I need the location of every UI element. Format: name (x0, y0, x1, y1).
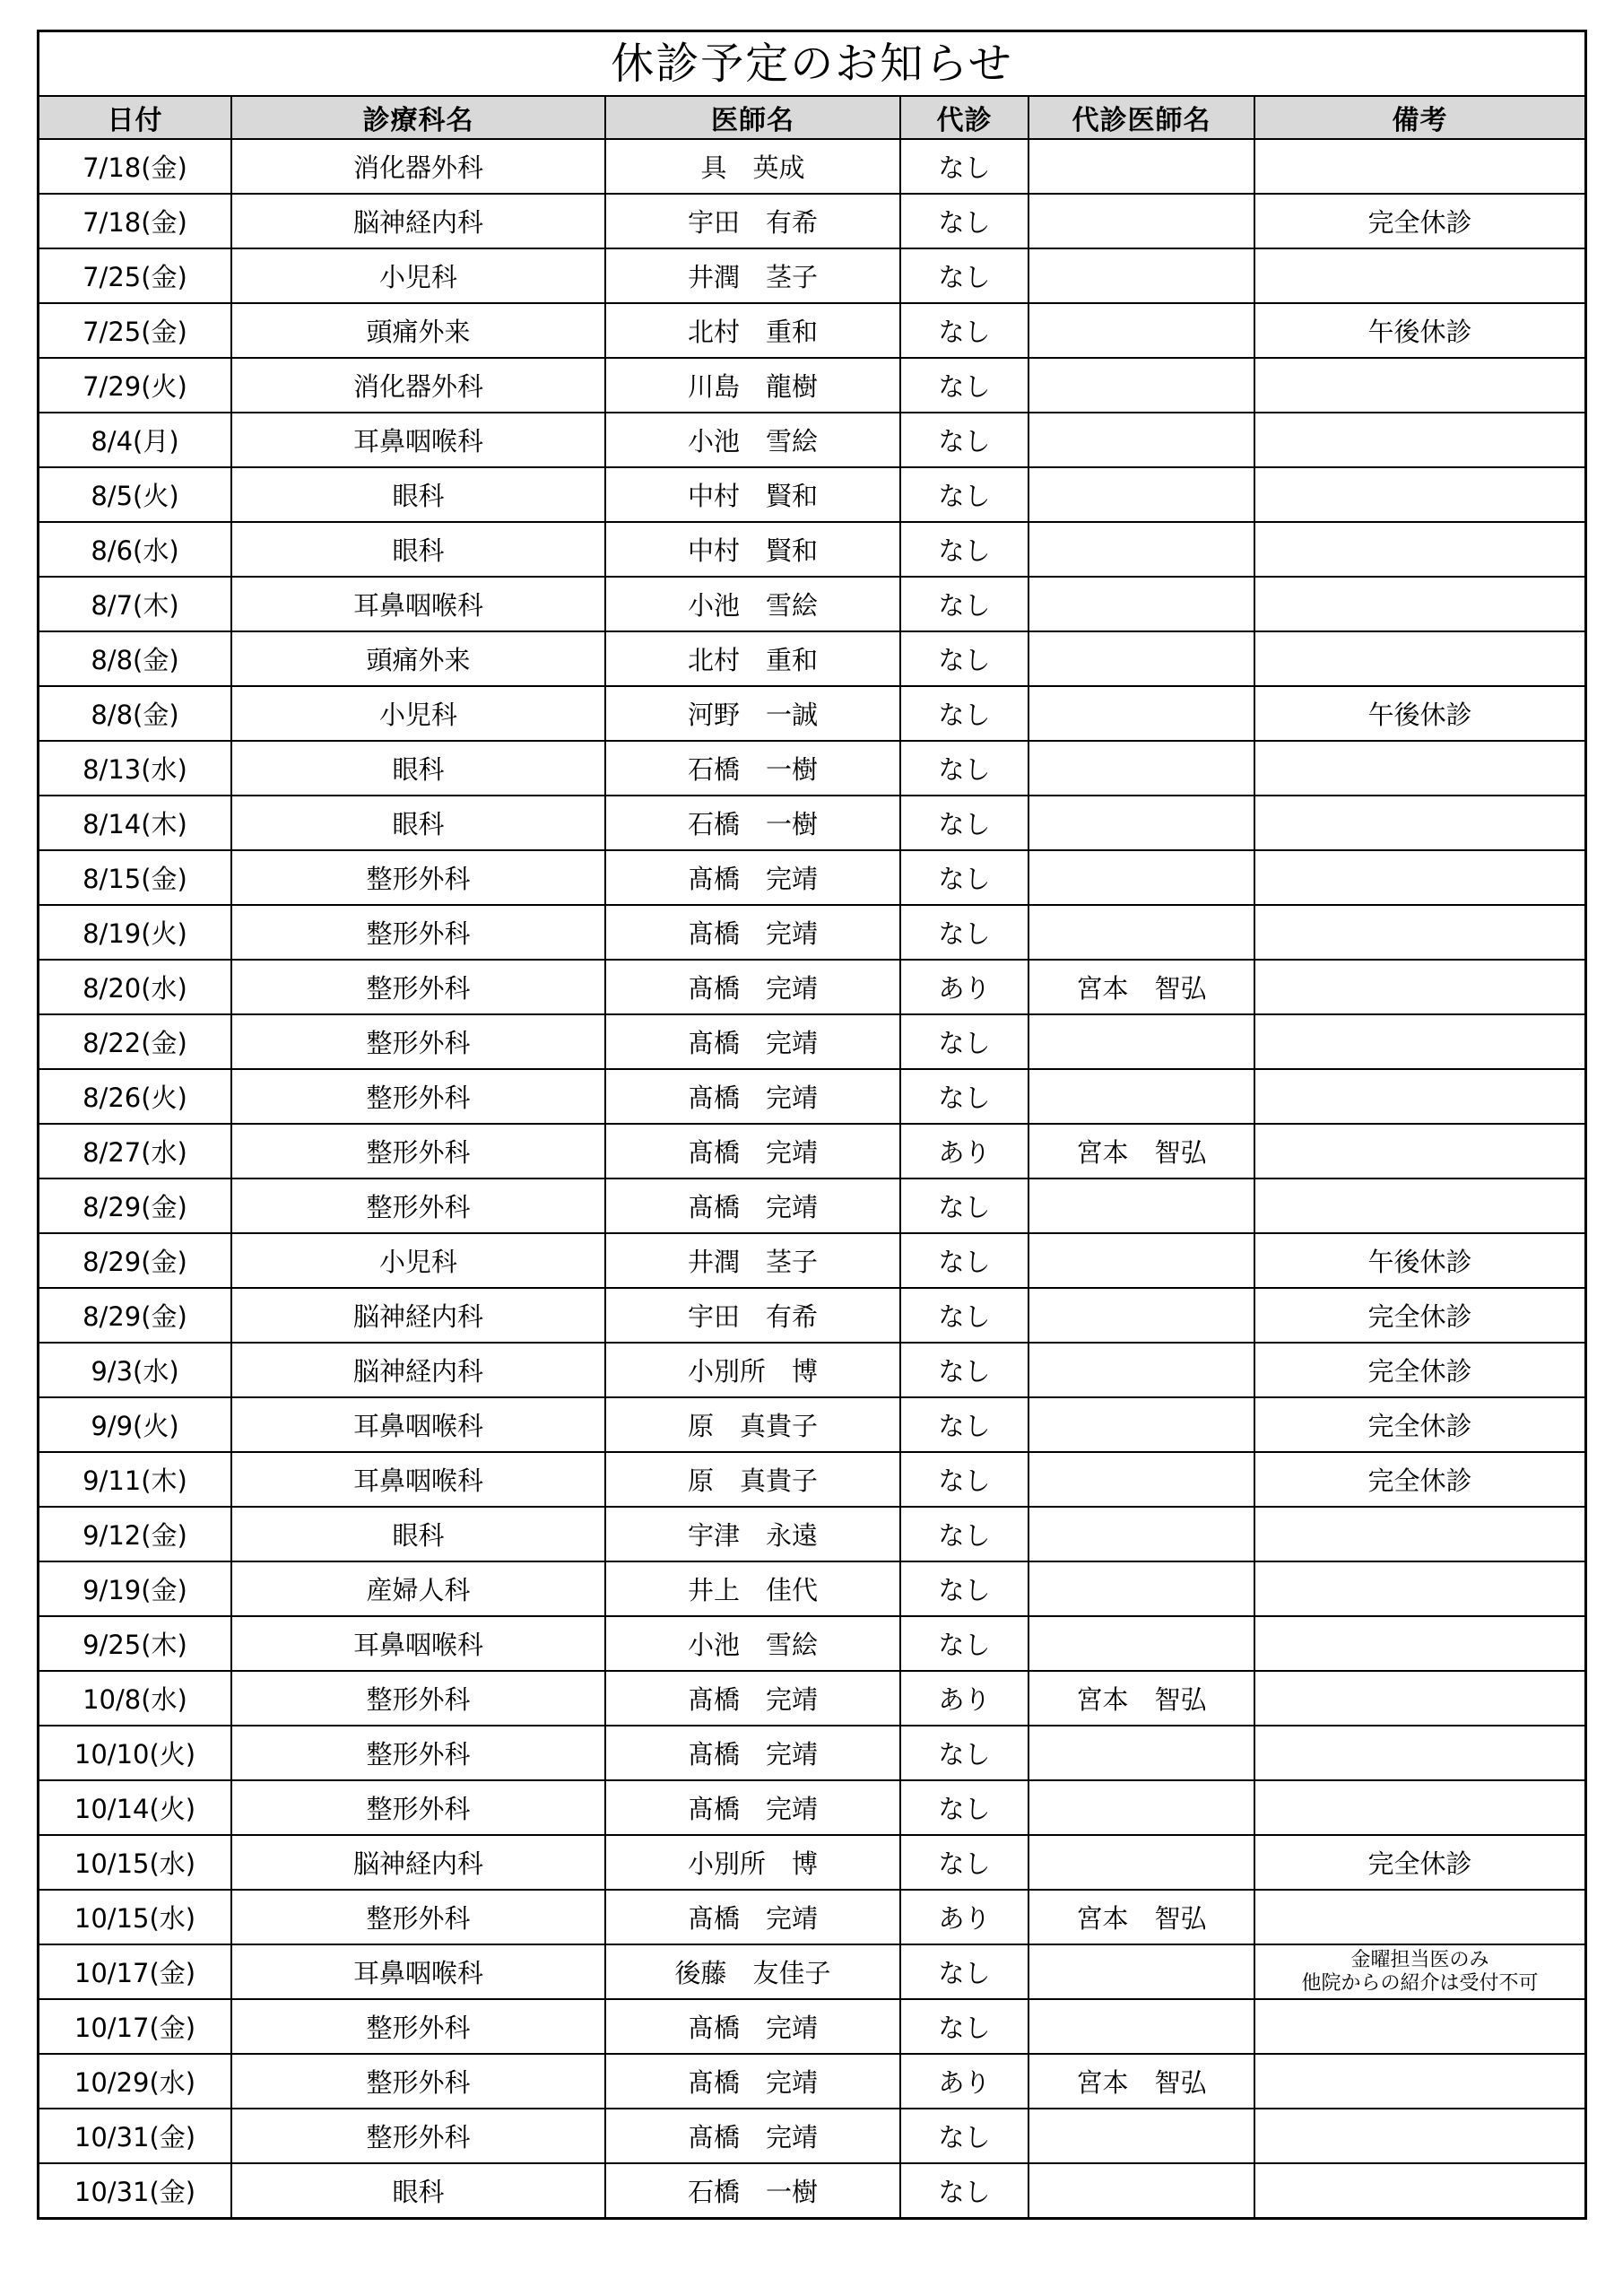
substitute-cell: なし (900, 2109, 1028, 2163)
substitute-doctor-cell (1028, 1944, 1254, 1999)
remarks-cell (1254, 905, 1584, 960)
department-cell: 整形外科 (231, 850, 605, 905)
date-cell: 9/9(火) (39, 1397, 231, 1452)
department-cell: 脳神経内科 (231, 194, 605, 248)
substitute-doctor-cell (1028, 577, 1254, 631)
substitute-cell: なし (900, 1944, 1028, 1999)
substitute-cell: あり (900, 1124, 1028, 1178)
table-row (39, 413, 1584, 467)
substitute-cell: なし (900, 1726, 1028, 1780)
substitute-cell: なし (900, 686, 1028, 741)
substitute-doctor-cell (1028, 1507, 1254, 1561)
doctor-cell: 宇田 有希 (605, 194, 900, 248)
department-cell: 耳鼻咽喉科 (231, 1616, 605, 1671)
doctor-cell: 小池 雪絵 (605, 413, 900, 467)
remarks-cell (1254, 577, 1584, 631)
department-cell: 耳鼻咽喉科 (231, 1944, 605, 1999)
doctor-cell: 中村 賢和 (605, 522, 900, 577)
remarks-cell (1254, 2054, 1584, 2109)
department-cell: 小児科 (231, 1233, 605, 1288)
substitute-doctor-cell (1028, 194, 1254, 248)
table-row (39, 2054, 1584, 2109)
remarks-cell (1254, 1726, 1584, 1780)
substitute-doctor-cell (1028, 1288, 1254, 1343)
department-cell: 整形外科 (231, 960, 605, 1014)
date-cell: 10/17(金) (39, 1944, 231, 1999)
substitute-cell: なし (900, 1780, 1028, 1835)
table-row (39, 905, 1584, 960)
substitute-cell: あり (900, 1671, 1028, 1726)
substitute-cell: なし (900, 796, 1028, 850)
substitute-doctor-cell (1028, 1616, 1254, 1671)
department-cell: 耳鼻咽喉科 (231, 1452, 605, 1507)
remarks-cell (1254, 1124, 1584, 1178)
date-cell: 8/14(木) (39, 796, 231, 850)
remarks-cell: 午後休診 (1254, 686, 1584, 741)
doctor-cell: 後藤 友佳子 (605, 1944, 900, 1999)
table-row (39, 796, 1584, 850)
table-row (39, 303, 1584, 358)
table-row (39, 2163, 1584, 2217)
table-row (39, 1944, 1584, 1999)
doctor-cell: 北村 重和 (605, 631, 900, 686)
substitute-doctor-cell: 宮本 智弘 (1028, 2054, 1254, 2109)
remarks-cell: 完全休診 (1254, 1288, 1584, 1343)
date-cell: 8/29(金) (39, 1233, 231, 1288)
date-cell: 8/7(木) (39, 577, 231, 631)
substitute-doctor-cell (1028, 1014, 1254, 1069)
substitute-doctor-cell (1028, 1343, 1254, 1397)
substitute-doctor-cell (1028, 905, 1254, 960)
date-cell: 10/15(水) (39, 1890, 231, 1944)
doctor-cell: 髙橋 完靖 (605, 905, 900, 960)
department-cell: 消化器外科 (231, 139, 605, 194)
department-cell: 消化器外科 (231, 358, 605, 413)
date-cell: 10/29(水) (39, 2054, 231, 2109)
department-cell: 脳神経内科 (231, 1343, 605, 1397)
department-cell: 眼科 (231, 467, 605, 522)
date-cell: 8/8(金) (39, 631, 231, 686)
table-row (39, 1124, 1584, 1178)
table-row (39, 1671, 1584, 1726)
table-row (39, 577, 1584, 631)
doctor-cell: 髙橋 完靖 (605, 1069, 900, 1124)
doctor-cell: 小池 雪絵 (605, 577, 900, 631)
substitute-cell: なし (900, 741, 1028, 796)
department-cell: 眼科 (231, 522, 605, 577)
doctor-cell: 髙橋 完靖 (605, 1124, 900, 1178)
doctor-cell: 髙橋 完靖 (605, 960, 900, 1014)
substitute-cell: あり (900, 1890, 1028, 1944)
substitute-doctor-cell (1028, 1178, 1254, 1233)
remarks-cell (1254, 358, 1584, 413)
remarks-cell (1254, 796, 1584, 850)
department-cell: 眼科 (231, 796, 605, 850)
department-cell: 整形外科 (231, 1069, 605, 1124)
department-cell: 整形外科 (231, 1124, 605, 1178)
substitute-cell: なし (900, 1452, 1028, 1507)
remarks-cell (1254, 522, 1584, 577)
table-row (39, 1069, 1584, 1124)
date-cell: 9/11(木) (39, 1452, 231, 1507)
doctor-cell: 髙橋 完靖 (605, 1890, 900, 1944)
substitute-doctor-cell: 宮本 智弘 (1028, 960, 1254, 1014)
remarks-cell (1254, 1014, 1584, 1069)
remarks-cell (1254, 631, 1584, 686)
doctor-cell: 石橋 一樹 (605, 2163, 900, 2217)
table-row (39, 522, 1584, 577)
date-cell: 10/31(金) (39, 2163, 231, 2217)
table-row (39, 2109, 1584, 2163)
doctor-cell: 河野 一誠 (605, 686, 900, 741)
remarks-cell (1254, 1780, 1584, 1835)
remarks-cell (1254, 1561, 1584, 1616)
department-cell: 整形外科 (231, 1999, 605, 2054)
doctor-cell: 中村 賢和 (605, 467, 900, 522)
department-cell: 頭痛外来 (231, 631, 605, 686)
table-header (39, 97, 1584, 139)
substitute-cell: なし (900, 1561, 1028, 1616)
doctor-cell: 井上 佳代 (605, 1561, 900, 1616)
date-cell: 8/27(水) (39, 1124, 231, 1178)
date-cell: 9/19(金) (39, 1561, 231, 1616)
substitute-cell: なし (900, 1999, 1028, 2054)
table-row (39, 686, 1584, 741)
remarks-cell (1254, 1616, 1584, 1671)
closure-schedule-table (39, 97, 1584, 2217)
doctor-cell: 髙橋 完靖 (605, 2054, 900, 2109)
table-row (39, 1014, 1584, 1069)
closure-notice (37, 30, 1587, 2220)
department-cell: 整形外科 (231, 1780, 605, 1835)
substitute-cell: なし (900, 631, 1028, 686)
table-row (39, 1890, 1584, 1944)
substitute-doctor-cell (1028, 850, 1254, 905)
substitute-cell: なし (900, 2163, 1028, 2217)
substitute-doctor-cell (1028, 1726, 1254, 1780)
remarks-cell (1254, 1890, 1584, 1944)
department-cell: 小児科 (231, 686, 605, 741)
remarks-line: 金曜担当医のみ (1350, 1949, 1489, 1972)
remarks-cell (1254, 1671, 1584, 1726)
substitute-doctor-cell (1028, 1397, 1254, 1452)
remarks-cell (1254, 850, 1584, 905)
remarks-cell: 完全休診 (1254, 1397, 1584, 1452)
date-cell: 8/22(金) (39, 1014, 231, 1069)
table-row (39, 741, 1584, 796)
department-cell: 眼科 (231, 1507, 605, 1561)
table-row (39, 1178, 1584, 1233)
header-department: 診療科名 (231, 97, 605, 139)
doctor-cell: 髙橋 完靖 (605, 1780, 900, 1835)
date-cell: 9/3(水) (39, 1343, 231, 1397)
date-cell: 8/15(金) (39, 850, 231, 905)
date-cell: 7/25(金) (39, 248, 231, 303)
table-row (39, 850, 1584, 905)
remarks-cell (1254, 139, 1584, 194)
table-row (39, 1780, 1584, 1835)
substitute-doctor-cell (1028, 2109, 1254, 2163)
department-cell: 脳神経内科 (231, 1288, 605, 1343)
substitute-doctor-cell (1028, 1233, 1254, 1288)
header-row (39, 97, 1584, 139)
doctor-cell: 石橋 一樹 (605, 796, 900, 850)
remarks-cell: 完全休診 (1254, 1343, 1584, 1397)
remarks-cell (1254, 741, 1584, 796)
remarks-cell (1254, 413, 1584, 467)
substitute-cell: なし (900, 1507, 1028, 1561)
department-cell: 整形外科 (231, 1671, 605, 1726)
department-cell: 整形外科 (231, 1726, 605, 1780)
table-row (39, 248, 1584, 303)
substitute-doctor-cell: 宮本 智弘 (1028, 1890, 1254, 1944)
substitute-doctor-cell: 宮本 智弘 (1028, 1124, 1254, 1178)
substitute-doctor-cell (1028, 1069, 1254, 1124)
substitute-doctor-cell (1028, 1452, 1254, 1507)
date-cell: 8/13(水) (39, 741, 231, 796)
remarks-cell (1254, 1178, 1584, 1233)
table-row (39, 960, 1584, 1014)
department-cell: 耳鼻咽喉科 (231, 413, 605, 467)
table-row (39, 194, 1584, 248)
department-cell: 耳鼻咽喉科 (231, 577, 605, 631)
date-cell: 10/10(火) (39, 1726, 231, 1780)
header-substitute: 代診 (900, 97, 1028, 139)
department-cell: 眼科 (231, 2163, 605, 2217)
table-row (39, 1561, 1584, 1616)
doctor-cell: 原 真貴子 (605, 1452, 900, 1507)
department-cell: 眼科 (231, 741, 605, 796)
department-cell: 産婦人科 (231, 1561, 605, 1616)
remarks-cell (1254, 1999, 1584, 2054)
date-cell: 10/31(金) (39, 2109, 231, 2163)
table-row (39, 1999, 1584, 2054)
department-cell: 整形外科 (231, 1890, 605, 1944)
doctor-cell: 井潤 茎子 (605, 1233, 900, 1288)
header-doctor: 医師名 (605, 97, 900, 139)
remarks-line: 他院からの紹介は受付不可 (1301, 1971, 1539, 1995)
date-cell: 9/25(木) (39, 1616, 231, 1671)
doctor-cell: 髙橋 完靖 (605, 1671, 900, 1726)
substitute-cell: なし (900, 577, 1028, 631)
doctor-cell: 石橋 一樹 (605, 741, 900, 796)
table-row (39, 467, 1584, 522)
substitute-doctor-cell (1028, 1561, 1254, 1616)
table-row (39, 358, 1584, 413)
substitute-doctor-cell (1028, 741, 1254, 796)
date-cell: 8/29(金) (39, 1178, 231, 1233)
substitute-doctor-cell (1028, 1780, 1254, 1835)
doctor-cell: 小別所 博 (605, 1835, 900, 1890)
date-cell: 7/18(金) (39, 194, 231, 248)
department-cell: 整形外科 (231, 2054, 605, 2109)
table-row (39, 631, 1584, 686)
remarks-cell (1254, 960, 1584, 1014)
substitute-cell: なし (900, 1233, 1028, 1288)
doctor-cell: 小別所 博 (605, 1343, 900, 1397)
doctor-cell: 井潤 茎子 (605, 248, 900, 303)
remarks-cell: 完全休診 (1254, 194, 1584, 248)
substitute-doctor-cell: 宮本 智弘 (1028, 1671, 1254, 1726)
date-cell: 9/12(金) (39, 1507, 231, 1561)
date-cell: 10/8(水) (39, 1671, 231, 1726)
substitute-cell: なし (900, 303, 1028, 358)
substitute-cell: なし (900, 1343, 1028, 1397)
remarks-cell (1254, 1944, 1584, 1999)
date-cell: 8/8(金) (39, 686, 231, 741)
remarks-cell: 完全休診 (1254, 1452, 1584, 1507)
substitute-doctor-cell (1028, 1999, 1254, 2054)
header-date: 日付 (39, 97, 231, 139)
substitute-doctor-cell (1028, 796, 1254, 850)
substitute-cell: なし (900, 522, 1028, 577)
substitute-doctor-cell (1028, 303, 1254, 358)
doctor-cell: 原 真貴子 (605, 1397, 900, 1452)
date-cell: 10/15(水) (39, 1835, 231, 1890)
page-title: 休診予定のお知らせ (39, 32, 1584, 97)
substitute-cell: なし (900, 467, 1028, 522)
substitute-cell: なし (900, 248, 1028, 303)
date-cell: 10/14(火) (39, 1780, 231, 1835)
table-row (39, 1726, 1584, 1780)
remarks-cell (1254, 1069, 1584, 1124)
header-remarks: 備考 (1254, 97, 1584, 139)
remarks-cell: 午後休診 (1254, 303, 1584, 358)
table-row (39, 1507, 1584, 1561)
remarks-cell: 完全休診 (1254, 1835, 1584, 1890)
department-cell: 小児科 (231, 248, 605, 303)
substitute-cell: なし (900, 1288, 1028, 1343)
table-row (39, 1452, 1584, 1507)
department-cell: 整形外科 (231, 905, 605, 960)
date-cell: 8/26(火) (39, 1069, 231, 1124)
substitute-doctor-cell (1028, 248, 1254, 303)
remarks-cell (1254, 1507, 1584, 1561)
substitute-cell: なし (900, 1616, 1028, 1671)
doctor-cell: 髙橋 完靖 (605, 1178, 900, 1233)
remarks-cell: 午後休診 (1254, 1233, 1584, 1288)
date-cell: 8/20(水) (39, 960, 231, 1014)
remarks-cell (1254, 2109, 1584, 2163)
substitute-cell: なし (900, 1835, 1028, 1890)
substitute-cell: なし (900, 194, 1028, 248)
date-cell: 8/29(金) (39, 1288, 231, 1343)
substitute-cell: なし (900, 905, 1028, 960)
department-cell: 脳神経内科 (231, 1835, 605, 1890)
table-row (39, 1835, 1584, 1890)
doctor-cell: 髙橋 完靖 (605, 1726, 900, 1780)
department-cell: 整形外科 (231, 2109, 605, 2163)
date-cell: 7/25(金) (39, 303, 231, 358)
substitute-cell: なし (900, 1397, 1028, 1452)
substitute-doctor-cell (1028, 413, 1254, 467)
substitute-cell: なし (900, 1178, 1028, 1233)
date-cell: 8/4(月) (39, 413, 231, 467)
date-cell: 8/19(火) (39, 905, 231, 960)
table-row (39, 139, 1584, 194)
date-cell: 7/18(金) (39, 139, 231, 194)
substitute-doctor-cell (1028, 2163, 1254, 2217)
doctor-cell: 宇田 有希 (605, 1288, 900, 1343)
substitute-doctor-cell (1028, 686, 1254, 741)
substitute-cell: なし (900, 1069, 1028, 1124)
doctor-cell: 髙橋 完靖 (605, 2109, 900, 2163)
department-cell: 整形外科 (231, 1178, 605, 1233)
substitute-doctor-cell (1028, 631, 1254, 686)
doctor-cell: 髙橋 完靖 (605, 1014, 900, 1069)
substitute-cell: あり (900, 960, 1028, 1014)
doctor-cell: 具 英成 (605, 139, 900, 194)
date-cell: 7/29(火) (39, 358, 231, 413)
substitute-cell: あり (900, 2054, 1028, 2109)
substitute-doctor-cell (1028, 139, 1254, 194)
doctor-cell: 川島 龍樹 (605, 358, 900, 413)
table-body (39, 139, 1584, 2217)
doctor-cell: 髙橋 完靖 (605, 1999, 900, 2054)
substitute-doctor-cell (1028, 1835, 1254, 1890)
date-cell: 10/17(金) (39, 1999, 231, 2054)
remarks-cell (1254, 467, 1584, 522)
doctor-cell: 小池 雪絵 (605, 1616, 900, 1671)
substitute-cell: なし (900, 1014, 1028, 1069)
date-cell: 8/6(水) (39, 522, 231, 577)
header-substitute-doctor: 代診医師名 (1028, 97, 1254, 139)
doctor-cell: 北村 重和 (605, 303, 900, 358)
table-row (39, 1616, 1584, 1671)
table-row (39, 1397, 1584, 1452)
substitute-cell: なし (900, 358, 1028, 413)
substitute-cell: なし (900, 413, 1028, 467)
department-cell: 整形外科 (231, 1014, 605, 1069)
substitute-doctor-cell (1028, 358, 1254, 413)
remarks-cell (1254, 248, 1584, 303)
substitute-cell: なし (900, 850, 1028, 905)
substitute-cell: なし (900, 139, 1028, 194)
table-row (39, 1343, 1584, 1397)
department-cell: 耳鼻咽喉科 (231, 1397, 605, 1452)
table-row (39, 1233, 1584, 1288)
substitute-doctor-cell (1028, 467, 1254, 522)
substitute-doctor-cell (1028, 522, 1254, 577)
date-cell: 8/5(火) (39, 467, 231, 522)
doctor-cell: 髙橋 完靖 (605, 850, 900, 905)
department-cell: 頭痛外来 (231, 303, 605, 358)
table-row (39, 1288, 1584, 1343)
remarks-cell (1254, 2163, 1584, 2217)
doctor-cell: 宇津 永遠 (605, 1507, 900, 1561)
